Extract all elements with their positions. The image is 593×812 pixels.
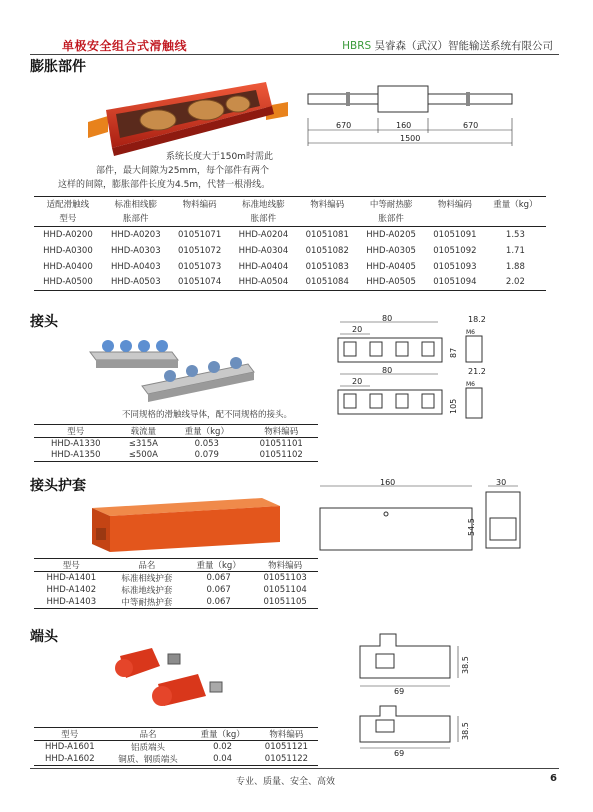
table-cell: HHD-A1330 bbox=[50, 438, 101, 449]
table-row bbox=[34, 741, 318, 754]
table-row bbox=[34, 596, 318, 609]
endcap-dimension-drawing-b bbox=[354, 702, 484, 764]
table-header: 物料编码 bbox=[182, 199, 217, 210]
table-cell: 01051083 bbox=[305, 261, 349, 272]
section-title-joint: 接头 bbox=[30, 314, 58, 330]
joint-table bbox=[34, 424, 318, 462]
table-cell: HHD-A0403 bbox=[110, 261, 161, 272]
table-cell: 01051122 bbox=[264, 754, 309, 764]
table-cell: 中等耐热护套 bbox=[121, 598, 173, 608]
table-header: 品名 bbox=[139, 730, 157, 740]
table-cell: HHD-A0505 bbox=[366, 277, 416, 288]
table-cell: 01051071 bbox=[177, 229, 222, 240]
table-header: 胀部件 bbox=[123, 214, 149, 225]
dim-joint-a-width: 80 bbox=[382, 314, 393, 323]
table-row bbox=[34, 227, 546, 243]
table-row bbox=[34, 243, 546, 259]
joint-product-photo bbox=[86, 330, 286, 410]
footer-rule bbox=[30, 768, 559, 769]
table-row bbox=[34, 259, 546, 275]
table-cell: 01051092 bbox=[433, 245, 477, 256]
section-title-expansion: 膨胀部件 bbox=[30, 59, 86, 75]
table-cell: 0.067 bbox=[206, 585, 231, 595]
table-header: 重量（kg） bbox=[184, 427, 229, 437]
company-name: 昊睿森（武汉）智能输送系统有限公司 bbox=[374, 40, 553, 52]
table-header: 重量（kg） bbox=[493, 199, 538, 210]
cover-table bbox=[34, 558, 318, 609]
table-header: 标准相线膨 bbox=[114, 199, 158, 210]
table-row bbox=[34, 275, 546, 291]
cover-dimension-drawing bbox=[316, 478, 536, 558]
table-cell: 铜质、钢质端头 bbox=[118, 755, 178, 765]
dim-cover-side-width: 30 bbox=[496, 478, 507, 487]
table-cell: 01051094 bbox=[433, 277, 477, 288]
table-cell: 01051081 bbox=[305, 229, 349, 240]
table-cell: 1.71 bbox=[505, 245, 525, 256]
table-cell: HHD-A0503 bbox=[110, 277, 161, 288]
table-cell: 0.04 bbox=[213, 754, 233, 764]
table-header: 物料编码 bbox=[437, 199, 472, 210]
endcap-dimension-drawing-a bbox=[354, 630, 484, 696]
table-row bbox=[34, 450, 318, 462]
dim-joint-a-m: M6 bbox=[466, 329, 475, 336]
dim-joint-b-side: 21.2 bbox=[468, 367, 486, 376]
expansion-note-line3: 这样的间隙，膨胀部件长度为4.5m，代替一根滑线。 bbox=[58, 180, 271, 190]
dim-joint-b-height: 105 bbox=[449, 398, 458, 414]
company-header bbox=[342, 38, 553, 53]
table-header: 重量（kg） bbox=[200, 730, 245, 740]
dim-joint-b-pitch: 20 bbox=[352, 377, 363, 386]
table-header: 型号 bbox=[62, 561, 80, 571]
table-cell: 01051072 bbox=[177, 245, 222, 256]
table-cell: HHD-A0504 bbox=[238, 277, 289, 288]
table-header: 物料编码 bbox=[269, 730, 304, 740]
expansion-note-line2: 部件，最大间隙为25mm，每个部件有两个 bbox=[96, 166, 269, 176]
table-cell: 01051082 bbox=[305, 245, 349, 256]
table-header bbox=[170, 211, 230, 227]
table-cell: 标准相线护套 bbox=[121, 574, 173, 584]
table-cell: HHD-A1601 bbox=[44, 742, 95, 752]
table-cell: 铝质端头 bbox=[130, 743, 165, 753]
table-cell: HHD-A0200 bbox=[43, 229, 93, 240]
table-cell: 01051103 bbox=[263, 573, 307, 583]
table-header: 载流量 bbox=[130, 427, 157, 437]
dim-total: 1500 bbox=[400, 134, 421, 143]
dim-endcap-b-width: 69 bbox=[394, 749, 405, 758]
table-row bbox=[34, 753, 318, 766]
dim-joint-a-height: 87 bbox=[449, 347, 458, 358]
expansion-table bbox=[34, 196, 546, 291]
table-cell: HHD-A1402 bbox=[46, 585, 97, 595]
expansion-note-line1: 系统长度大于150m时需此 bbox=[166, 152, 273, 162]
dim-cover-height: 54.5 bbox=[467, 518, 476, 536]
dim-right: 670 bbox=[463, 121, 479, 130]
table-cell: HHD-A0500 bbox=[43, 277, 93, 288]
section-title-cover: 接头护套 bbox=[30, 478, 86, 494]
table-cell: HHD-A1401 bbox=[46, 573, 97, 583]
table-header bbox=[297, 211, 357, 227]
table-header: 物料编码 bbox=[264, 427, 299, 437]
table-header: 物料编码 bbox=[268, 561, 303, 571]
table-cell: ≤315A bbox=[128, 438, 158, 449]
dim-mid: 160 bbox=[396, 121, 412, 130]
dim-joint-a-pitch: 20 bbox=[352, 325, 363, 334]
expansion-dimension-drawing bbox=[306, 78, 536, 148]
footer-slogan: 专业、质量、安全、高效 bbox=[236, 777, 336, 787]
table-cell: HHD-A0304 bbox=[238, 245, 289, 256]
table-cell: 2.02 bbox=[505, 277, 525, 288]
table-cell: HHD-A0205 bbox=[366, 229, 416, 240]
table-cell: 01051105 bbox=[263, 597, 307, 607]
table-header: 标准地线膨 bbox=[242, 199, 285, 210]
table-header: 胀部件 bbox=[250, 214, 277, 225]
table-header: 型号 bbox=[67, 427, 85, 437]
table-cell: 01051091 bbox=[433, 229, 477, 240]
endcap-table bbox=[34, 727, 318, 766]
table-cell: 1.53 bbox=[505, 229, 525, 240]
table-cell: HHD-A0303 bbox=[110, 245, 161, 256]
dim-cover-width: 160 bbox=[380, 478, 396, 487]
table-header: 型号 bbox=[59, 214, 77, 225]
table-header bbox=[485, 211, 546, 227]
cover-product-photo bbox=[92, 494, 282, 556]
table-cell: 01051093 bbox=[433, 261, 477, 272]
endcap-product-photo bbox=[112, 642, 232, 712]
page-number: 6 bbox=[550, 773, 557, 784]
table-cell: 01051121 bbox=[264, 742, 309, 752]
dim-left: 670 bbox=[336, 121, 352, 130]
joint-note: 不同规格的滑触线导体，配不同规格的接头。 bbox=[122, 410, 293, 420]
table-cell: HHD-A0400 bbox=[43, 261, 93, 272]
table-header: 物料编码 bbox=[310, 199, 345, 210]
table-header: 型号 bbox=[61, 730, 79, 740]
table-cell: 0.079 bbox=[194, 450, 219, 461]
document-title: 单极安全组合式滑触线 bbox=[62, 39, 188, 53]
table-cell: 01051104 bbox=[263, 585, 307, 595]
table-cell: 0.02 bbox=[213, 742, 233, 752]
table-row bbox=[34, 584, 318, 596]
dim-endcap-a-height: 38.5 bbox=[461, 656, 470, 674]
section-title-endcap: 端头 bbox=[30, 629, 58, 645]
table-cell: 0.053 bbox=[194, 438, 219, 449]
dim-endcap-b-height: 38.5 bbox=[461, 722, 470, 740]
joint-dimension-drawing-a bbox=[330, 316, 490, 372]
table-cell: 0.067 bbox=[206, 573, 231, 583]
table-cell: 01051074 bbox=[177, 277, 222, 288]
dim-joint-b-width: 80 bbox=[382, 366, 393, 375]
table-cell: 01051073 bbox=[177, 261, 222, 272]
dim-joint-b-m: M6 bbox=[466, 381, 475, 388]
table-cell: 标准地线护套 bbox=[121, 586, 173, 596]
table-header: 重量（kg） bbox=[196, 561, 241, 571]
table-cell: 1.88 bbox=[505, 261, 525, 272]
table-cell: 01051084 bbox=[305, 277, 349, 288]
table-cell: 01051102 bbox=[259, 450, 303, 461]
table-header: 中等耐热膨 bbox=[369, 199, 413, 210]
dim-joint-a-side: 18.2 bbox=[468, 315, 486, 324]
table-cell: 01051101 bbox=[259, 438, 303, 449]
table-cell: HHD-A0404 bbox=[238, 261, 289, 272]
table-cell: HHD-A0305 bbox=[366, 245, 416, 256]
table-header: 品名 bbox=[138, 561, 156, 571]
brand-name: HBRS bbox=[342, 40, 372, 52]
table-cell: ≤500A bbox=[128, 450, 158, 461]
joint-dimension-drawing-b bbox=[330, 368, 490, 424]
table-cell: HHD-A0300 bbox=[43, 245, 93, 256]
table-cell: HHD-A1602 bbox=[44, 754, 95, 764]
table-row bbox=[34, 572, 318, 585]
table-cell: HHD-A0405 bbox=[366, 261, 416, 272]
table-cell: 0.067 bbox=[206, 597, 231, 607]
table-row bbox=[34, 438, 318, 450]
table-cell: HHD-A1350 bbox=[50, 450, 101, 461]
table-cell: HHD-A0204 bbox=[238, 229, 289, 240]
table-cell: HHD-A1403 bbox=[46, 597, 97, 607]
header-rule bbox=[30, 54, 559, 55]
dim-endcap-a-width: 69 bbox=[394, 687, 405, 696]
table-cell: HHD-A0203 bbox=[110, 229, 161, 240]
table-header bbox=[425, 211, 485, 227]
table-header: 胀部件 bbox=[378, 214, 404, 225]
table-header: 适配滑触线 bbox=[46, 199, 90, 210]
